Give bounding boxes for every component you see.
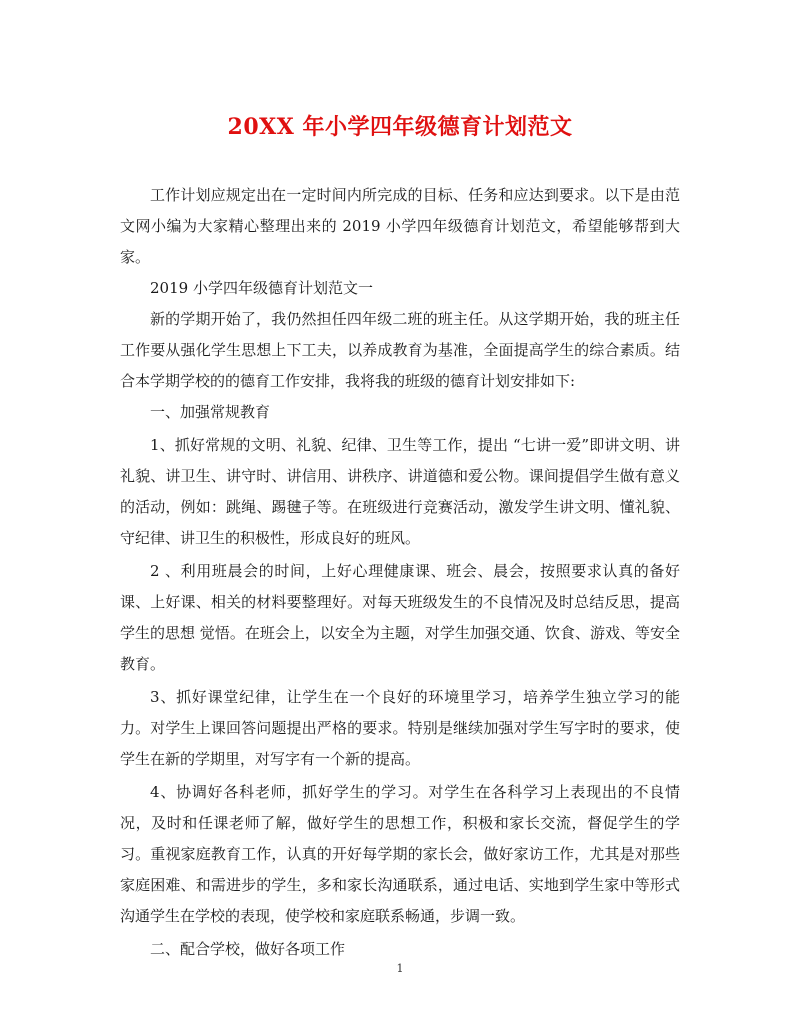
section-heading: 2019 小学四年级德育计划范文一 <box>150 279 373 297</box>
section-heading: 一、加强常规教育 <box>150 403 271 421</box>
document-title: 20XX 年小学四年级德育计划范文 <box>227 114 573 140</box>
body-paragraph: 4、协调好各科老师，抓好学生的学习。对学生在各科学习上表现出的不良情况，及时和任课老师了解，做好学生的思想工作，积极和家长交流，督促学生的学习。重视家庭教育工作，认真的开好每学期的家长会，做好家访工作，尤其是对那些家庭困难、和需进步的学生，多和家长沟通联系，通过电话、实地到学生家中等形式沟通学生在学校的表现，使学校和家庭联系畅通，步调一致。 <box>120 783 680 925</box>
body-paragraph: 新的学期开始了，我仍然担任四年级二班的班主任。从这学期开始，我的班主任工作要从强化学生思想上下工夫，以养成教育为基准，全面提高学生的综合素质。结合本学期学校的的德育工作安排，我将我的班级的德育计划安排如下: <box>120 310 680 390</box>
page-number: 1 <box>396 962 404 975</box>
document-body <box>120 180 680 965</box>
section-heading: 二、配合学校，做好各项工作 <box>150 940 346 958</box>
body-paragraph: 1、抓好常规的文明、礼貌、纪律、卫生等工作，提出 “七讲一爱”即讲文明、讲礼貌、讲卫生、讲守时、讲信用、讲秩序、讲道德和爱公物。课间提倡学生做有意义的活动，例如：跳绳、踢毽子等。在班级进行竞赛活动，激发学生讲文明、懂礼貌、守纪律、讲卫生的积极性，形成良好的班风。 <box>120 436 680 547</box>
intro-paragraph: 工作计划应规定出在一定时间内所完成的目标、任务和应达到要求。以下是由范文网小编为大家精心整理出来的 2019 小学四年级德育计划范文，希望能够帮到大家。 <box>120 186 680 266</box>
body-paragraph: 2 、利用班晨会的时间，上好心理健康课、班会、晨会，按照要求认真的备好课、上好课、相关的材料要整理好。对每天班级发生的不良情况及时总结反思，提高学生的思想 觉悟。在班会上，以安全为主题，对学生加强交通、饮食、游戏、等安全教育。 <box>120 562 680 673</box>
body-paragraph: 3、抓好课堂纪律，让学生在一个良好的环境里学习，培养学生独立学习的能力。对学生上课回答问题提出严格的要求。特别是继续加强对学生写字时的要求，使学生在新的学期里，对写字有一个新的提高。 <box>120 688 680 768</box>
